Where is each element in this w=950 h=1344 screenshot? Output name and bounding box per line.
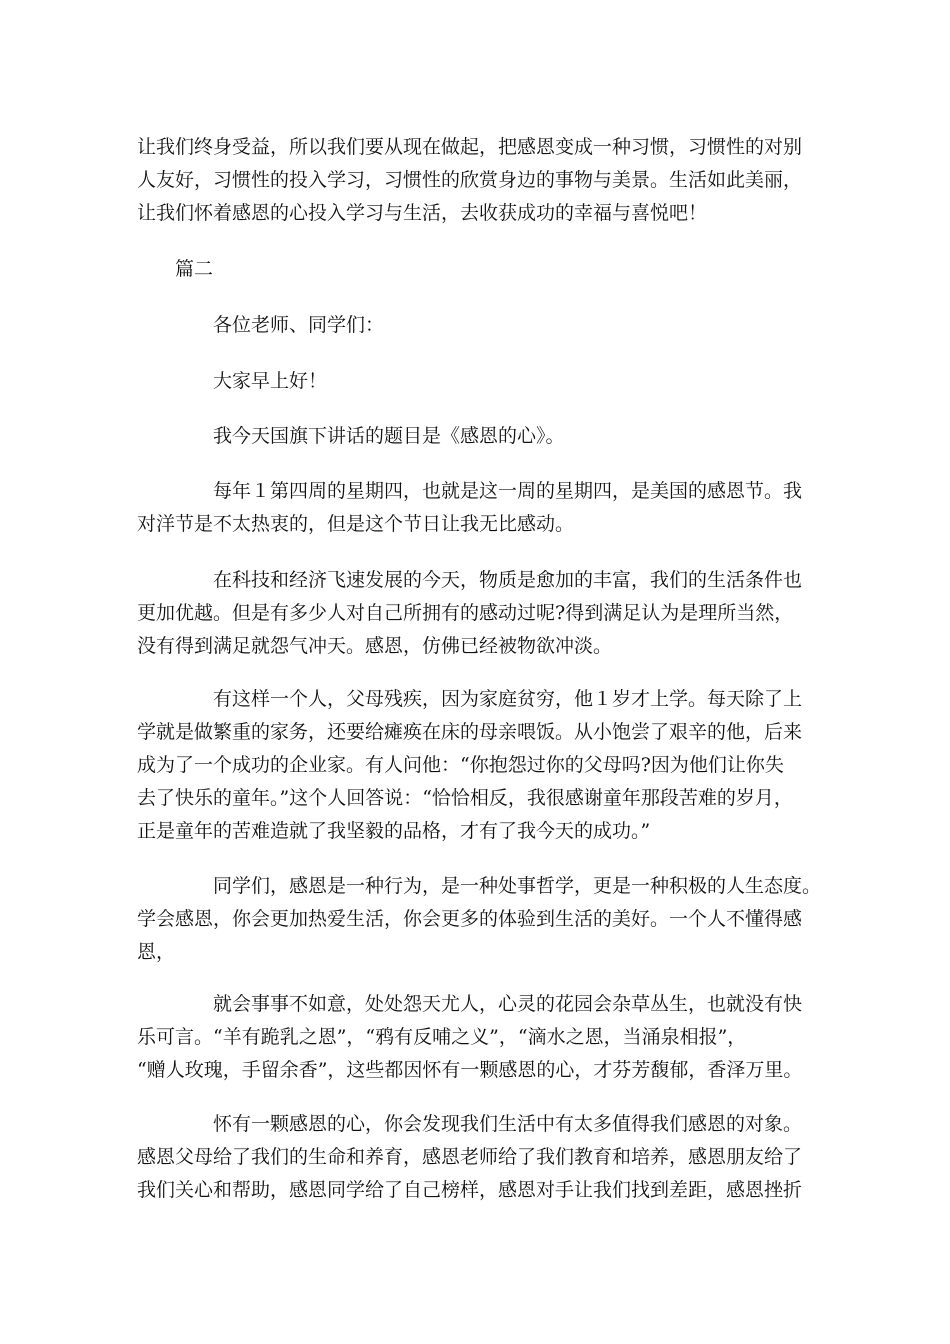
text-line: 每年１第四周的星期四，也就是这一周的星期四，是美国的感恩节。我 [213, 480, 803, 502]
text-line: 没有得到满足就怨气冲天。感恩，仿佛已经被物欲冲淡。 [137, 635, 613, 657]
speech-topic [137, 420, 827, 453]
text-line: 乐可言。“羊有跪乳之恩”，“鸦有反哺之义”，“滴水之恩，当涌泉相报”， [137, 1026, 747, 1048]
text-line: 更加优越。但是有多少人对自己所拥有的感动过呢?得到满足认为是理所当然， [137, 602, 794, 624]
text-line: 怀有一颗感恩的心，你会发现我们生活中有太多值得我们感恩的对象。 [213, 1113, 803, 1135]
text-line: “赠人玫瑰，手留余香”，这些都因怀有一颗感恩的心，才芬芳馥郁，香泽万里。 [137, 1059, 803, 1081]
text-line: 同学们，感恩是一种行为，是一种处事哲学，更是一种积极的人生态度。 [213, 875, 822, 897]
text-line: 学就是做繁重的家务，还要给瘫痪在床的母亲喂饭。从小饱尝了艰辛的他，后来 [137, 721, 803, 743]
section-heading-text: 篇二 [175, 258, 214, 280]
paragraph-grateful-heart [137, 1108, 827, 1207]
paragraph-intro [137, 131, 827, 230]
text-line: 正是童年的苦难造就了我坚毅的品格，才有了我今天的成功。” [137, 820, 651, 842]
text-line: 大家早上好！ [213, 370, 328, 392]
greeting [137, 365, 827, 398]
text-line: 人友好，习惯性的投入学习，习惯性的欣赏身边的事物与美景。生活如此美丽， [137, 169, 803, 191]
paragraph-thanksgiving [137, 475, 827, 541]
text-line: 学会感恩，你会更加热爱生活，你会更多的体验到生活的美好。一个人不懂得感 [137, 908, 803, 930]
text-line: 让我们终身受益，所以我们要从现在做起，把感恩变成一种习惯，习惯性的对别 [137, 136, 803, 158]
text-line: 去了快乐的童年。”这个人回答说：“恰恰相反，我很感谢童年那段苦难的岁月， [137, 787, 793, 809]
salutation [137, 309, 827, 342]
paragraph-story [137, 683, 827, 848]
section-heading [137, 253, 827, 286]
paragraph-attitude [137, 870, 827, 969]
paragraph-proverbs [137, 988, 827, 1087]
text-line: 我们关心和帮助，感恩同学给了自己榜样，感恩对手让我们找到差距，感恩挫折 [137, 1179, 803, 1201]
paragraph-modern-life [137, 564, 827, 663]
text-line: 对洋节是不太热衷的，但是这个节日让我无比感动。 [137, 513, 575, 535]
text-line: 在科技和经济飞速发展的今天，物质是愈加的丰富，我们的生活条件也 [213, 569, 803, 591]
text-line: 就会事事不如意，处处怨天尤人，心灵的花园会杂草丛生，也就没有快 [213, 993, 803, 1015]
text-line: 各位老师、同学们： [213, 314, 385, 336]
text-line: 恩， [137, 941, 176, 963]
text-line: 我今天国旗下讲话的题目是《感恩的心》。 [213, 425, 565, 447]
text-line: 有这样一个人，父母残疾，因为家庭贫穷，他１岁才上学。每天除了上 [213, 688, 803, 710]
text-line: 成为了一个成功的企业家。有人问他：“你抱怨过你的父母吗?因为他们让你失 [137, 754, 784, 776]
text-line: 感恩父母给了我们的生命和养育，感恩老师给了我们教育和培养，感恩朋友给了 [137, 1146, 803, 1168]
text-line: 让我们怀着感恩的心投入学习与生活，去收获成功的幸福与喜悦吧！ [137, 202, 708, 224]
